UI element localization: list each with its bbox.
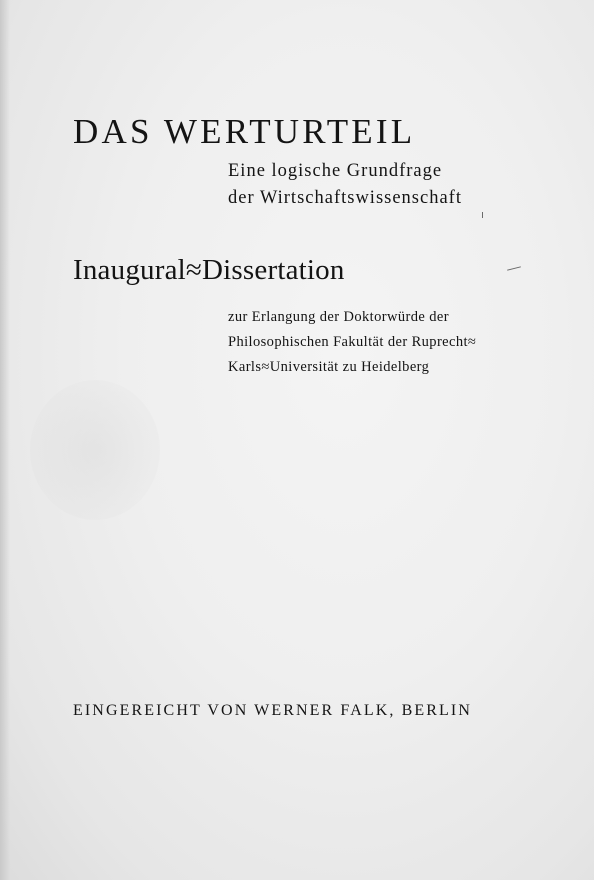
purpose-statement <box>228 305 476 380</box>
submitted-by: EINGEREICHT VON WERNER FALK, BERLIN <box>73 702 472 719</box>
paper-stain <box>30 380 160 520</box>
stray-mark <box>507 266 521 270</box>
subtitle <box>228 158 462 212</box>
purpose-line: Philosophischen Fakultät der Ruprecht≈ <box>228 334 477 350</box>
purpose-line: Karls≈Universität zu Heidelberg <box>228 359 430 375</box>
subtitle-line: der Wirtschaftswissenschaft <box>228 188 462 208</box>
purpose-line: zur Erlangung der Doktorwürde der <box>228 309 449 325</box>
document-type: Inaugural≈Dissertation <box>73 254 345 286</box>
main-title: DAS WERTURTEIL <box>73 112 416 151</box>
subtitle-line: Eine logische Grundfrage <box>228 161 443 181</box>
stray-mark <box>482 212 483 218</box>
